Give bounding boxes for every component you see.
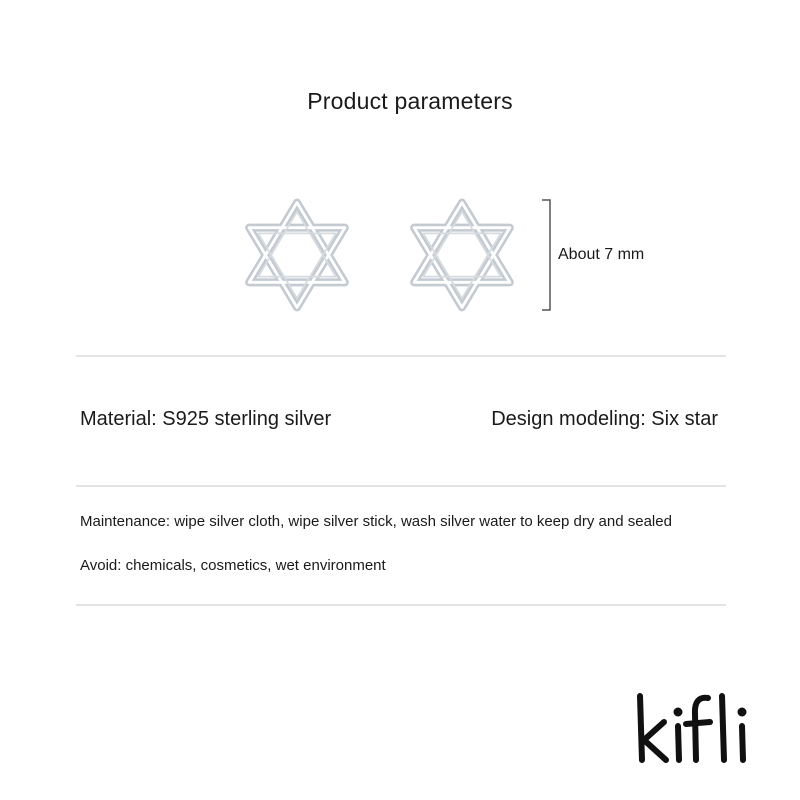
size-label: About 7 mm: [558, 246, 645, 263]
divider: [76, 355, 726, 357]
divider: [76, 485, 726, 487]
maintenance-note: Maintenance: wipe silver cloth, wipe silver stick, wash silver water to keep dry and sealed: [80, 513, 672, 530]
design-spec: Design modeling: Six star: [491, 408, 718, 430]
star-earring-image-left: [240, 198, 354, 312]
size-bracket-icon: [536, 198, 554, 312]
divider: [76, 604, 726, 606]
material-spec: Material: S925 sterling silver: [80, 408, 332, 430]
page-title: Product parameters: [307, 88, 513, 114]
star-earring-image-right: [405, 198, 519, 312]
avoid-note: Avoid: chemicals, cosmetics, wet environment: [80, 557, 386, 574]
brand-logo: [630, 688, 760, 768]
